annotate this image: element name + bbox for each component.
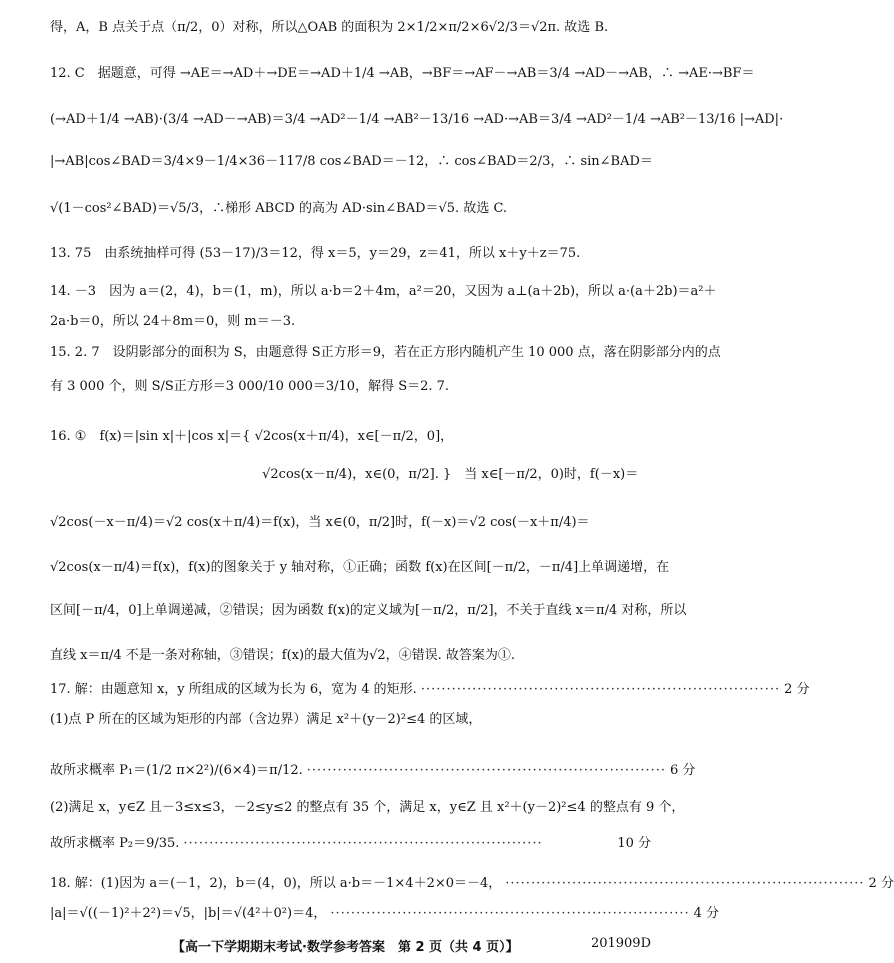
- score: 6 分: [670, 763, 696, 778]
- q16-line: √2cos(－x－π/4)＝√2 cos(x＋π/4)＝f(x)，当 x∈(0，π/2]时，f(－x)＝√2 cos(－x＋π/4)＝: [50, 515, 590, 530]
- line-text: |a|＝√((－1)²＋2²)＝√5，|b|＝√(4²＋0²)＝4，: [50, 906, 327, 921]
- line-text: 17. 解：由题意知 x，y 所组成的区域为长为 6，宽为 4 的矩形.: [50, 682, 417, 697]
- q17-line-scored: [50, 681, 810, 699]
- q15-line: 15. 2. 7 设阴影部分的面积为 S，由题意得 S正方形＝9，若在正方形内随机产生 10 000 点，落在阴影部分内的点: [50, 345, 721, 360]
- q14-line: 14. －3 因为 a＝(2，4)，b＝(1，m)，所以 a·b＝2＋4m，a²＝20，又因为 a⊥(a＋2b)，所以 a·(a＋2b)＝a²＋: [50, 284, 717, 299]
- q13-line: 13. 75 由系统抽样可得 (53－17)/3＝12，得 x＝5，y＝29，z＝41，所以 x＋y＋z＝75.: [50, 246, 581, 261]
- q14-line: 2a·b＝0，所以 24＋8m＝0，则 m＝－3.: [50, 314, 296, 329]
- q17-line: (2)满足 x，y∈Z 且－3≤x≤3，－2≤y≤2 的整点有 35 个，满足 x，y∈Z 且 x²＋(y－2)²≤4 的整点有 9 个，: [50, 800, 685, 815]
- q16-line: √2cos(x－π/4)，x∈(0，π/2]. } 当 x∈[－π/2，0)时，f(－x)＝: [50, 467, 639, 482]
- dot-leader: ······································································: [330, 906, 690, 921]
- q18-line-scored: [50, 875, 894, 893]
- q16-line: √2cos(x－π/4)＝f(x)，f(x)的图象关于 y 轴对称，①正确；函数 f(x)在区间[－π/2，－π/4]上单调递增，在: [50, 560, 670, 575]
- q11-line: 得，A，B 点关于点（π/2，0）对称，所以△OAB 的面积为 2×1/2×π/2×6√2/3＝√2π. 故选 B.: [50, 20, 609, 35]
- q17-line-scored: [50, 835, 651, 853]
- q17-line: (1)点 P 所在的区域为矩形的内部（含边界）满足 x²＋(y－2)²≤4 的区域，: [50, 712, 482, 727]
- q16-line: 16. ① f(x)＝|sin x|＋|cos x|＝{ √2cos(x＋π/4)，x∈[－π/2，0]，: [50, 429, 454, 444]
- dot-leader: ······································································: [306, 763, 667, 778]
- q12-line: √(1－cos²∠BAD)＝√5/3，∴梯形 ABCD 的高为 AD·sin∠BAD＝√5. 故选 C.: [50, 201, 508, 216]
- page-footer: [0, 936, 677, 956]
- dot-leader: ······································································: [420, 682, 781, 697]
- q15-line: 有 3 000 个，则 S/S正方形＝3 000/10 000＝3/10，解得 S＝2. 7.: [50, 379, 450, 394]
- q12-line: (→AD＋1/4 →AB)·(3/4 →AD－→AB)＝3/4 →AD²－1/4 →AB²－13/16 →AD·→AB＝3/4 →AD²－1/4 →AB²－13/16 |→AD|·: [50, 112, 784, 127]
- q18-line-scored: [50, 905, 720, 923]
- q12-line: 12. C 据题意，可得 →AE＝→AD＋→DE＝→AD＋1/4 →AB，→BF＝→AF－→AB＝3/4 →AD－→AB，∴ →AE·→BF＝: [50, 66, 755, 81]
- line-text: 18. 解：(1)因为 a＝(－1，2)，b＝(4，0)，所以 a·b＝－1×4＋2×0＝－4，: [50, 876, 502, 891]
- q17-line-scored: [50, 762, 696, 780]
- dot-leader: ······································································: [505, 876, 865, 891]
- line-text: 故所求概率 P₂＝9/35.: [50, 836, 180, 851]
- score: 4 分: [693, 906, 720, 921]
- footer-code: 201909D: [590, 936, 651, 951]
- q16-line: 直线 x＝π/4 不是一条对称轴，③错误；f(x)的最大值为√2，④错误. 故答案为①.: [50, 648, 516, 663]
- score: 2 分: [784, 682, 810, 697]
- q12-line: |→AB|cos∠BAD＝3/4×9－1/4×36－117/8 cos∠BAD＝－12，∴ cos∠BAD＝2/3，∴ sin∠BAD＝: [50, 154, 653, 169]
- score: 10 分: [617, 836, 651, 851]
- score: 2 分: [868, 876, 894, 891]
- q16-line: 区间[－π/4，0]上单调递减，②错误；因为函数 f(x)的定义域为[－π/2，π/2]，不关于直线 x＝π/4 对称，所以: [50, 603, 687, 618]
- footer-title: 【高一下学期期末考试·数学参考答案 第 2 页（共 4 页）】: [172, 940, 519, 955]
- dot-leader: ······································································: [183, 836, 543, 851]
- line-text: 故所求概率 P₁＝(1/2 π×2²)/(6×4)＝π/12.: [50, 763, 303, 778]
